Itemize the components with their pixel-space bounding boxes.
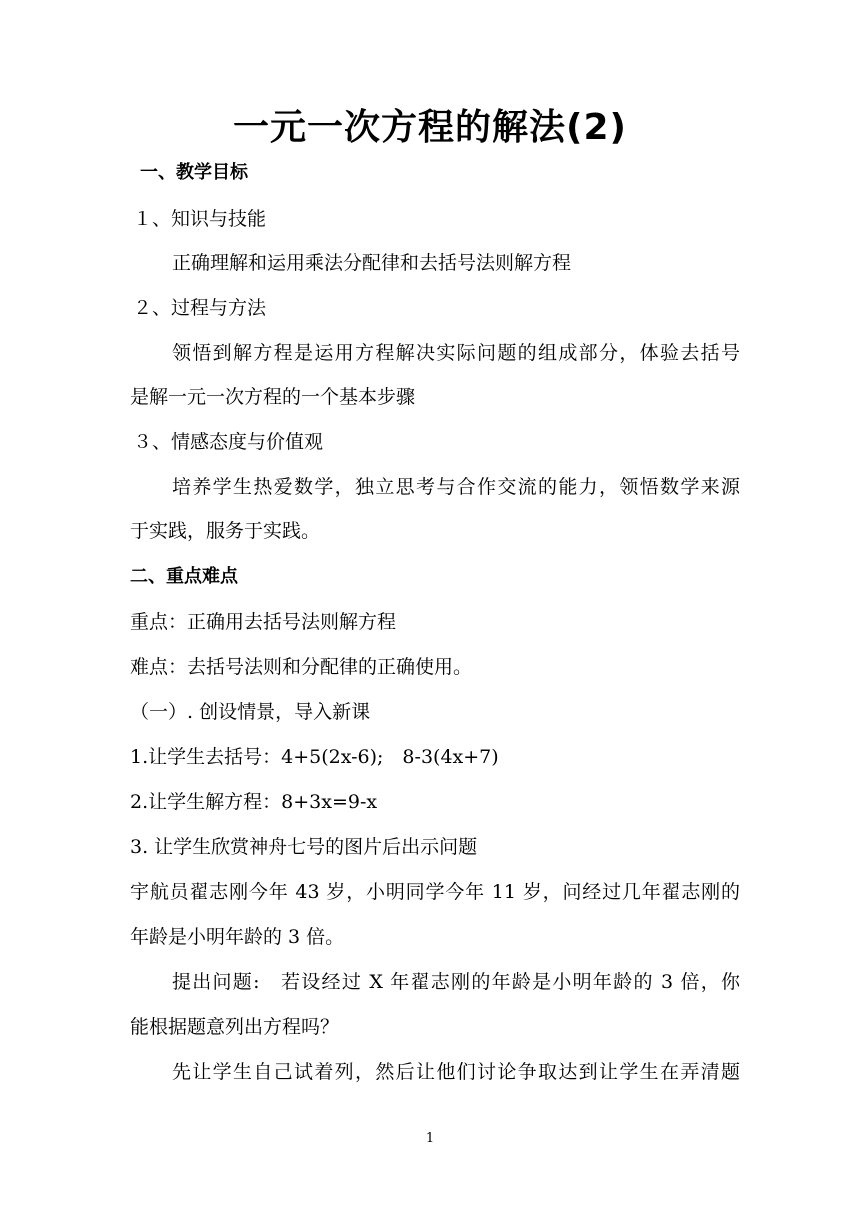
goal-1-text: 正确理解和运用乘法分配律和去括号法则解方程 xyxy=(172,252,572,274)
step-2: 2.让学生解方程：8+3x=9-x xyxy=(130,791,378,813)
section-heading-teaching-goals: 一、教学目标 xyxy=(140,162,248,183)
goal-3-label: ３、情感态度与价值观 xyxy=(133,431,324,453)
document-title: 一元一次方程的解法(2) xyxy=(233,107,627,148)
goal-2-text-line1: 领悟到解方程是运用方程解决实际问题的组成部分，体验去括号 xyxy=(172,342,740,364)
goal-1-label: １、知识与技能 xyxy=(133,208,267,230)
section-heading-scenario: （一）. 创设情景，导入新课 xyxy=(130,701,371,723)
question-text-line1: 提出问题: 若设经过 X 年翟志刚的年龄是小明年龄的 3 倍，你 xyxy=(172,971,740,993)
page-number: 1 xyxy=(425,1131,435,1146)
step-1: 1.让学生去括号：4+5(2x-6); 8-3(4x+7) xyxy=(130,746,499,768)
goal-3-text-line1: 培养学生热爱数学，独立思考与合作交流的能力，领悟数学来源 xyxy=(172,476,740,498)
difficulty-point: 难点：去括号法则和分配律的正确使用。 xyxy=(130,656,473,678)
problem-text-line2: 年龄是小明年龄的 3 倍。 xyxy=(130,926,345,948)
step-3: 3. 让学生欣赏神舟七号的图片后出示问题 xyxy=(130,836,478,858)
key-point: 重点：正确用去括号法则解方程 xyxy=(130,611,397,633)
goal-3-text-line2: 于实践，服务于实践。 xyxy=(130,520,321,542)
question-text-line2: 能根据题意列出方程吗？ xyxy=(130,1016,340,1038)
goal-2-text-line2: 是解一元一次方程的一个基本步骤 xyxy=(130,386,416,408)
guide-text-line1: 先让学生自己试着列，然后让他们讨论争取达到让学生在弄清题 xyxy=(172,1061,740,1083)
goal-2-label: ２、过程与方法 xyxy=(133,297,267,319)
problem-text-line1: 宇航员翟志刚今年 43 岁，小明同学今年 11 岁，问经过几年翟志刚的 xyxy=(130,881,740,903)
section-heading-key-points: 二、重点难点 xyxy=(130,566,238,587)
